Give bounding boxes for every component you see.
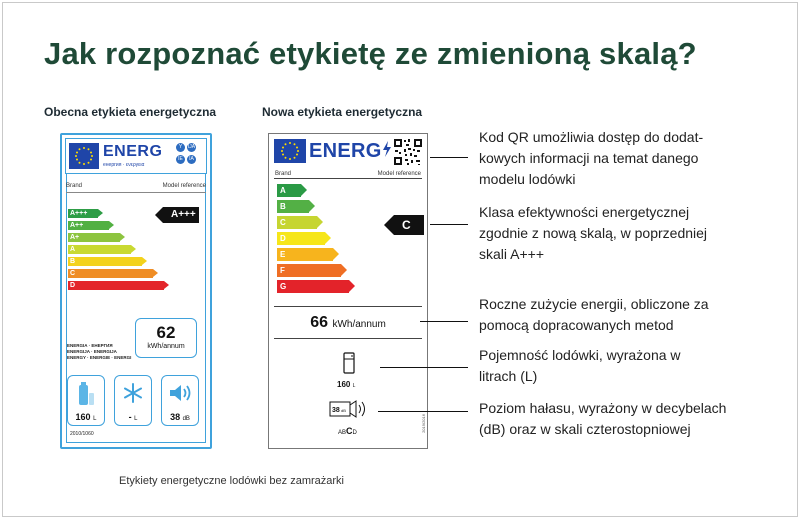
callout-class: Klasa efektywności energetycznej zgodnie z nową skalą, w poprzedniej skali A+++ xyxy=(479,204,708,262)
speaker-icon xyxy=(168,382,192,404)
old-energy-label xyxy=(60,133,212,449)
old-class-bar: A+++ xyxy=(68,209,98,218)
callout-line-energy xyxy=(420,321,468,322)
new-class-arrow: C xyxy=(394,215,424,235)
lang-dot: IA xyxy=(187,155,196,164)
new-noise-value: 38 xyxy=(332,407,340,414)
old-energ-subtitle: енергия · ενεργεια xyxy=(103,162,145,168)
divider xyxy=(274,178,422,179)
new-brand: Brand xyxy=(275,171,292,177)
callout-line-noise xyxy=(378,411,468,412)
old-noise-unit: dB xyxy=(182,416,190,422)
old-model-reference: Model reference xyxy=(162,183,206,189)
lightning-icon xyxy=(382,141,392,157)
old-energy-consumption-box xyxy=(135,318,197,358)
lang-line: ENERGIJA · ENERGIJA xyxy=(67,349,117,354)
callout-qr: Kod QR umożliwia dostęp do dodat- kowych informacji na temat danego modelu lodówki xyxy=(479,129,704,187)
old-freezer-box xyxy=(114,375,152,426)
eu-flag-icon xyxy=(69,143,99,169)
old-volume-box xyxy=(67,375,105,426)
old-class-bar: A++ xyxy=(68,221,109,230)
new-class-bar: A xyxy=(277,184,301,197)
new-class-bar: B xyxy=(277,200,309,213)
new-model-reference: Model reference xyxy=(377,171,421,177)
old-class-arrow: A+++ xyxy=(163,207,199,223)
old-freezer-unit: L xyxy=(134,416,138,422)
old-brand: Brand xyxy=(66,183,83,189)
old-volume-unit: L xyxy=(93,416,97,422)
new-label-heading: Nowa etykieta energetyczna xyxy=(262,105,423,119)
new-kwh-value: 66 xyxy=(310,314,328,331)
qr-code-icon[interactable] xyxy=(394,139,422,165)
old-class-bar: A xyxy=(68,245,131,254)
divider xyxy=(274,338,422,339)
callout-line-volume xyxy=(380,367,468,368)
fridge-icon xyxy=(343,352,355,374)
lang-dot: IJA xyxy=(187,144,196,150)
old-freezer-value: - xyxy=(128,412,132,422)
new-volume xyxy=(337,380,355,389)
new-energy-consumption xyxy=(269,314,427,332)
old-class-bar: A+ xyxy=(68,233,120,242)
new-noise-scale: ABCD xyxy=(338,426,357,436)
old-class-bar: C xyxy=(68,269,153,278)
new-label-header xyxy=(274,139,424,167)
new-regulation-code: 2019/2016 xyxy=(421,414,426,433)
new-class-bar: E xyxy=(277,248,333,261)
new-kwh-unit: kWh/annum xyxy=(332,319,386,330)
callout-noise: Poziom hałasu, wyrażony w decybelach (dB) oraz w skali czterostopniowej xyxy=(479,400,727,437)
callout-volume: Pojemność lodówki, wyrażona w litrach (L) xyxy=(479,347,681,384)
lang-line: ENERGY · ENERGIE · ENERGI xyxy=(67,355,132,360)
eu-flag-icon xyxy=(274,139,306,163)
old-kwh-value: 62 xyxy=(156,323,176,342)
new-volume-value: 160 xyxy=(337,380,351,389)
old-kwh-unit: kWh/annum xyxy=(147,343,185,350)
old-label-header xyxy=(65,138,207,174)
new-energy-label xyxy=(268,133,428,449)
callout-line-class xyxy=(430,224,468,225)
old-class-bar: D xyxy=(68,281,164,290)
new-class-bar: G xyxy=(277,280,349,293)
page-title: Jak rozpoznać etykietę ze zmienioną skalą? xyxy=(44,36,697,71)
old-regulation-code: 2010/1060 xyxy=(70,431,94,437)
divider xyxy=(66,192,206,193)
noise-speaker-icon xyxy=(329,398,371,420)
old-energy-languages xyxy=(67,343,137,361)
new-noise-unit: dB xyxy=(341,408,346,413)
callout-energy: Roczne zużycie energii, obliczone za pomocą dopracowanych metod xyxy=(479,296,709,333)
lang-dot: Y xyxy=(176,143,185,152)
old-volume-value: 160 xyxy=(75,412,91,422)
old-noise-value: 38 xyxy=(170,412,181,422)
lang-line: ENERGIA · ЕНЕРГИЯ xyxy=(67,343,113,348)
old-energ-wordmark: ENERG xyxy=(103,143,163,160)
new-volume-unit: L xyxy=(352,383,356,389)
caption: Etykiety energetyczne lodówki bez zamrażarki xyxy=(119,475,344,487)
new-energ-wordmark: ENERG xyxy=(309,140,392,163)
old-noise-box xyxy=(161,375,199,426)
snowflake-icon xyxy=(122,382,144,404)
fridge-bottle-icon xyxy=(75,381,97,407)
old-language-dots xyxy=(176,142,202,170)
new-class-bar: D xyxy=(277,232,325,245)
new-class-bar: F xyxy=(277,264,341,277)
lang-dot: IE xyxy=(176,155,185,164)
old-label-heading: Obecna etykieta energetyczna xyxy=(44,105,217,119)
divider xyxy=(274,306,422,307)
new-class-bar: C xyxy=(277,216,317,229)
old-class-bar: B xyxy=(68,257,142,266)
callout-line-qr xyxy=(430,157,468,158)
